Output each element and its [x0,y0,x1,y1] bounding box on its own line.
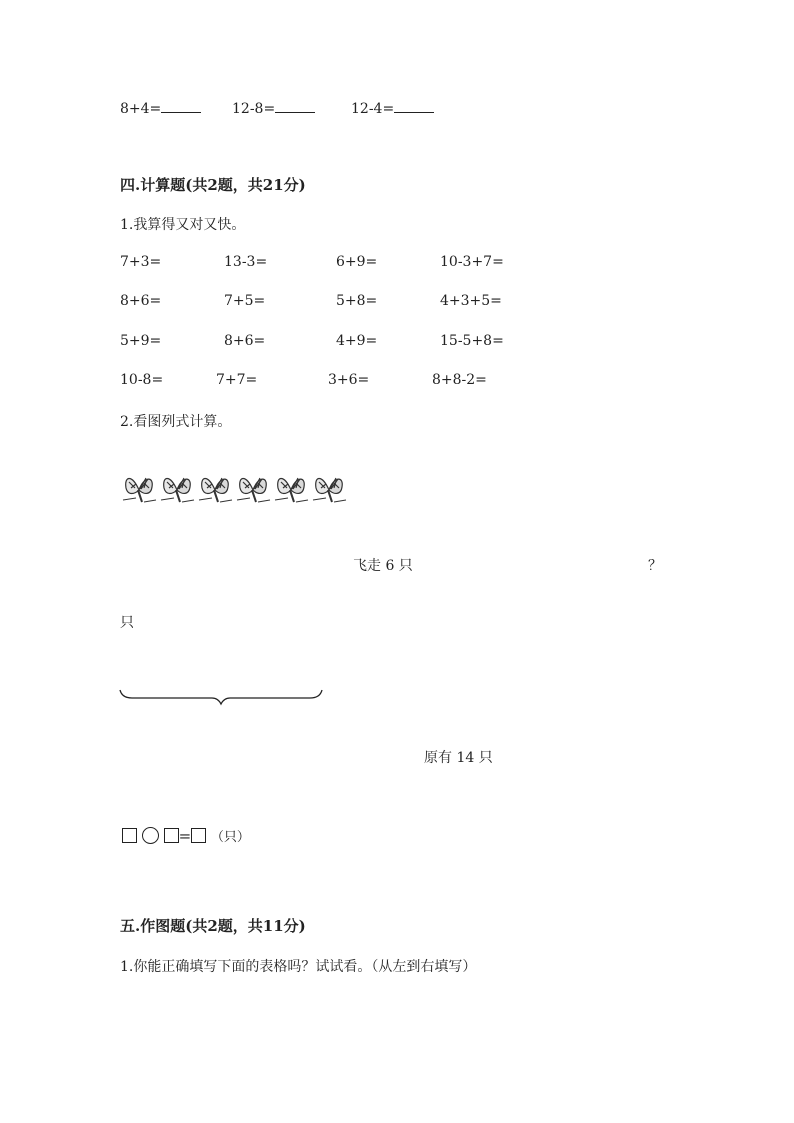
answer-box [191,828,206,843]
equation-template [122,826,250,845]
expression: 12-4= [351,101,395,117]
calc-cell: 13-3= [224,254,268,270]
calc-cell: 3+6= [328,372,370,388]
calc-cell: 8+6= [120,293,162,309]
calc-cell: 10-8= [120,372,164,388]
section5-heading: 五.作图题(共2题，共11分) [120,917,306,935]
top-row-item-3 [351,100,434,117]
top-row-item-2 [232,100,315,117]
calc-cell: 8+8-2= [432,372,487,388]
brace-icon [118,686,326,706]
answer-blank [275,100,315,113]
butterfly-icon [272,468,310,508]
question-mark: ？ [648,558,662,574]
calc-cell: 10-3+7= [440,254,504,270]
calc-cell: 7+3= [120,254,162,270]
answer-blank [161,100,201,113]
unit-paren: （只） [210,830,250,845]
butterfly-icon [158,468,196,508]
calc-cell: 4+9= [336,333,378,349]
calc-cell: 4+3+5= [440,293,502,309]
expression: 12-8= [232,101,276,117]
expression: 8+4= [120,101,162,117]
unit-zhi: 只 [120,615,134,631]
calc-cell: 15-5+8= [440,333,504,349]
butterfly-icon [234,468,272,508]
butterfly-row [120,468,348,508]
calc-cell: 7+5= [224,293,266,309]
q2-prompt: 2.看图列式计算。 [120,414,232,430]
calc-cell: 5+9= [120,333,162,349]
butterfly-icon [120,468,158,508]
calc-cell: 7+7= [216,372,258,388]
butterfly-icon [310,468,348,508]
q1-prompt: 1.我算得又对又快。 [120,217,246,233]
calc-cell: 6+9= [336,254,378,270]
section5-q1-prompt: 1.你能正确填写下面的表格吗？试试看。（从左到右填写） [120,959,477,975]
equals-sign: = [178,827,192,845]
answer-blank [394,100,434,113]
answer-box [164,828,179,843]
section4-heading: 四.计算题(共2题，共21分) [120,176,306,194]
calc-cell: 5+8= [336,293,378,309]
answer-box [122,828,137,843]
butterfly-icon [196,468,234,508]
fly-away-label: 飞走 6 只 [353,558,413,574]
calc-cell: 8+6= [224,333,266,349]
top-row-item-1 [120,100,201,117]
operator-circle [142,827,159,844]
total-label: 原有 14 只 [424,750,493,766]
